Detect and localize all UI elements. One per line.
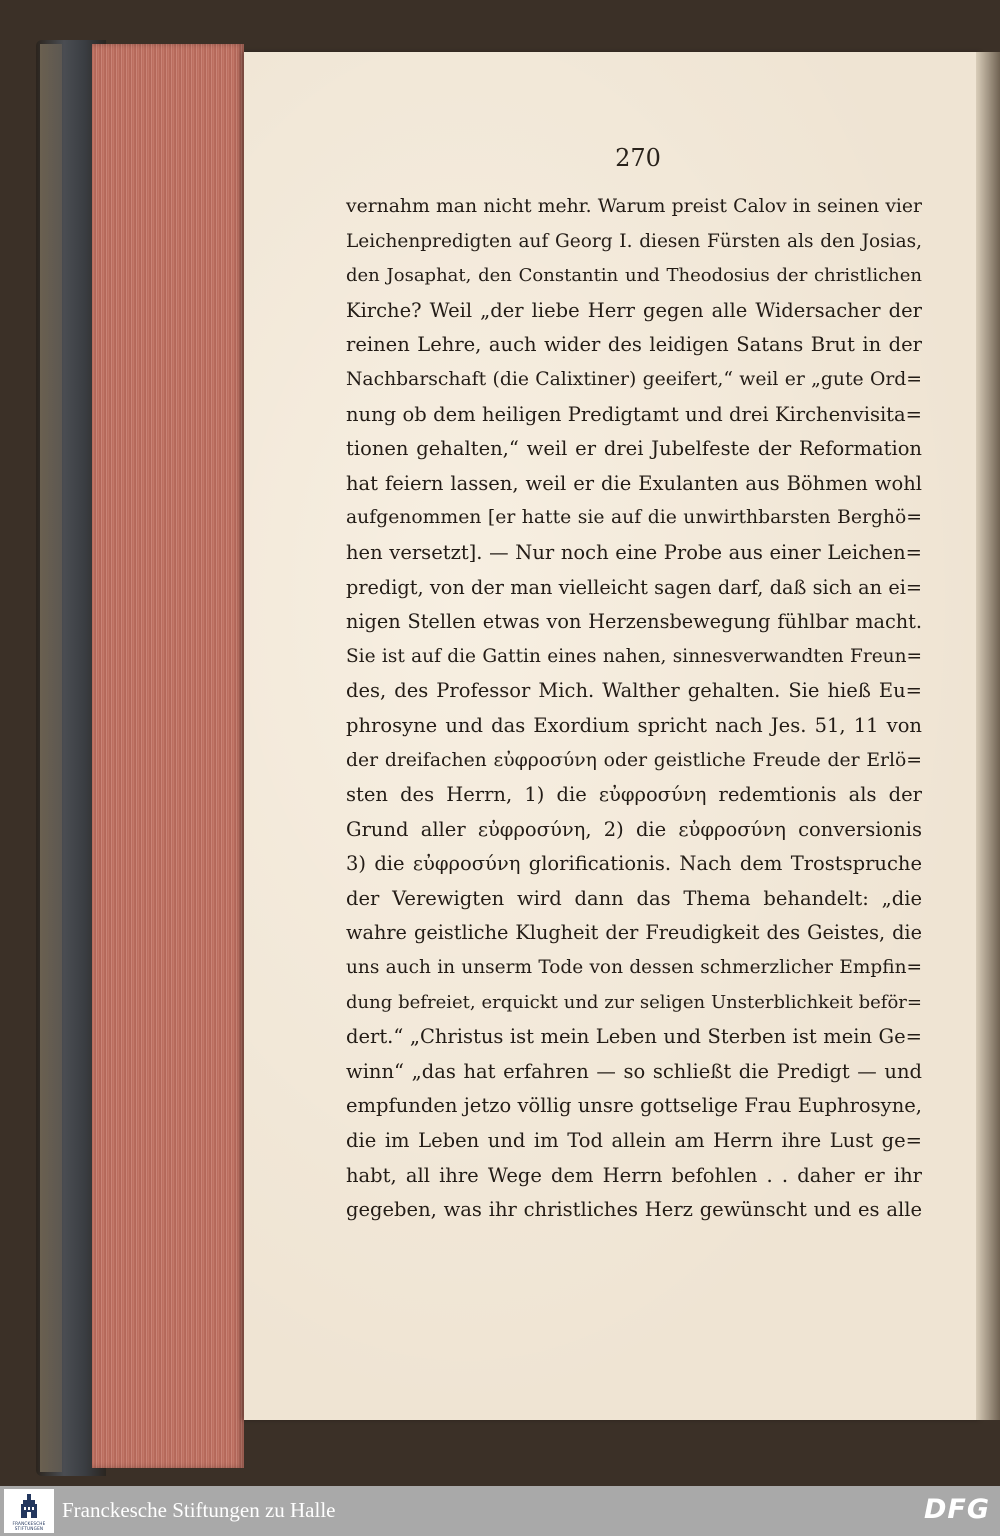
text-line: hen versetzt]. — Nur noch eine Probe aus einer Leichen= [346, 540, 922, 564]
text-line: phrosyne und das Exordium spricht nach Jes. 51, 11 von [346, 713, 922, 737]
logo-text: FRANCKESCHE STIFTUNGEN [12, 1521, 46, 1531]
text-line: predigt, von der man vielleicht sagen darf, daß sich an ei= [346, 575, 922, 599]
text-line: Sie ist auf die Gattin eines nahen, sinnesverwandten Freun= [346, 645, 922, 667]
text-line: dert.“ „Christus ist mein Leben und Sterben ist mein Ge= [346, 1025, 922, 1049]
page-edges [92, 44, 244, 1468]
text-line: vernahm man nicht mehr. Warum preist Calov in seinen vier [346, 196, 922, 217]
text-line: empfunden jetzo völlig unsre gottselige Frau Euphrosyne, [346, 1094, 922, 1118]
text-line: den Josaphat, den Constantin und Theodosius der christlichen [346, 265, 922, 287]
footer-bar [0, 1486, 1000, 1536]
text-line: nung ob dem heiligen Predigtamt und drei Kirchenvisita= [346, 402, 922, 426]
text-line: 3) die εὐφροσύνη glorificationis. Nach dem Trostspruche [346, 852, 922, 876]
institution-logo [4, 1489, 54, 1533]
text-line: sten des Herrn, 1) die εὐφροσύνη redemtionis als der [346, 783, 922, 807]
text-line: Nachbarschaft (die Calixtiner) geeifert,“ weil er „gute Ord= [346, 368, 922, 390]
text-line: der Verewigten wird dann das Thema behandelt: „die [346, 886, 922, 910]
institution-name: Franckesche Stiftungen zu Halle [62, 1498, 336, 1522]
book-cover-edge [40, 44, 62, 1472]
text-line: aufgenommen [er hatte sie auf die unwirthbarsten Berghö= [346, 507, 922, 529]
text-line: gegeben, was ihr christliches Herz gewünscht und es alle [346, 1198, 922, 1222]
text-line: die im Leben und im Tod allein am Herrn ihre Lust ge= [346, 1129, 922, 1153]
text-line: hat feiern lassen, weil er die Exulanten aus Böhmen wohl [346, 471, 922, 495]
text-line: winn“ „das hat erfahren — so schließt die Predigt — und [346, 1059, 922, 1083]
text-line: Grund aller εὐφροσύνη, 2) die εὐφροσύνη conversionis [346, 817, 922, 841]
dfg-logo: DFG [923, 1494, 990, 1525]
text-line: wahre geistliche Klugheit der Freudigkeit des Geistes, die [346, 921, 922, 945]
text-line: habt, all ihre Wege dem Herrn befohlen . . daher er ihr [346, 1163, 922, 1187]
text-line: tionen gehalten,“ weil er drei Jubelfeste der Reformation [346, 437, 922, 461]
text-line: nigen Stellen etwas von Herzensbewegung fühlbar macht. [346, 610, 922, 634]
building-icon [21, 1494, 37, 1518]
text-line: dung befreiet, erquickt und zur seligen Unsterblichkeit beför= [346, 991, 922, 1013]
text-line: Leichenpredigten auf Georg I. diesen Fürsten als den Josias, [346, 230, 922, 252]
page-number: 270 [615, 144, 661, 172]
text-line: uns auch in unserm Tode von dessen schmerzlicher Empfin= [346, 957, 922, 979]
page-gutter-shadow [976, 52, 1000, 1420]
text-line: des, des Professor Mich. Walther gehalten. Sie hieß Eu= [346, 679, 922, 703]
text-line: reinen Lehre, auch wider des leidigen Satans Brut in der [346, 333, 922, 357]
text-line: der dreifachen εὐφροσύνη oder geistliche Freude der Erlö= [346, 749, 922, 771]
text-line: Kirche? Weil „der liebe Herr gegen alle Widersacher der [346, 298, 922, 322]
page-text [346, 190, 922, 1228]
